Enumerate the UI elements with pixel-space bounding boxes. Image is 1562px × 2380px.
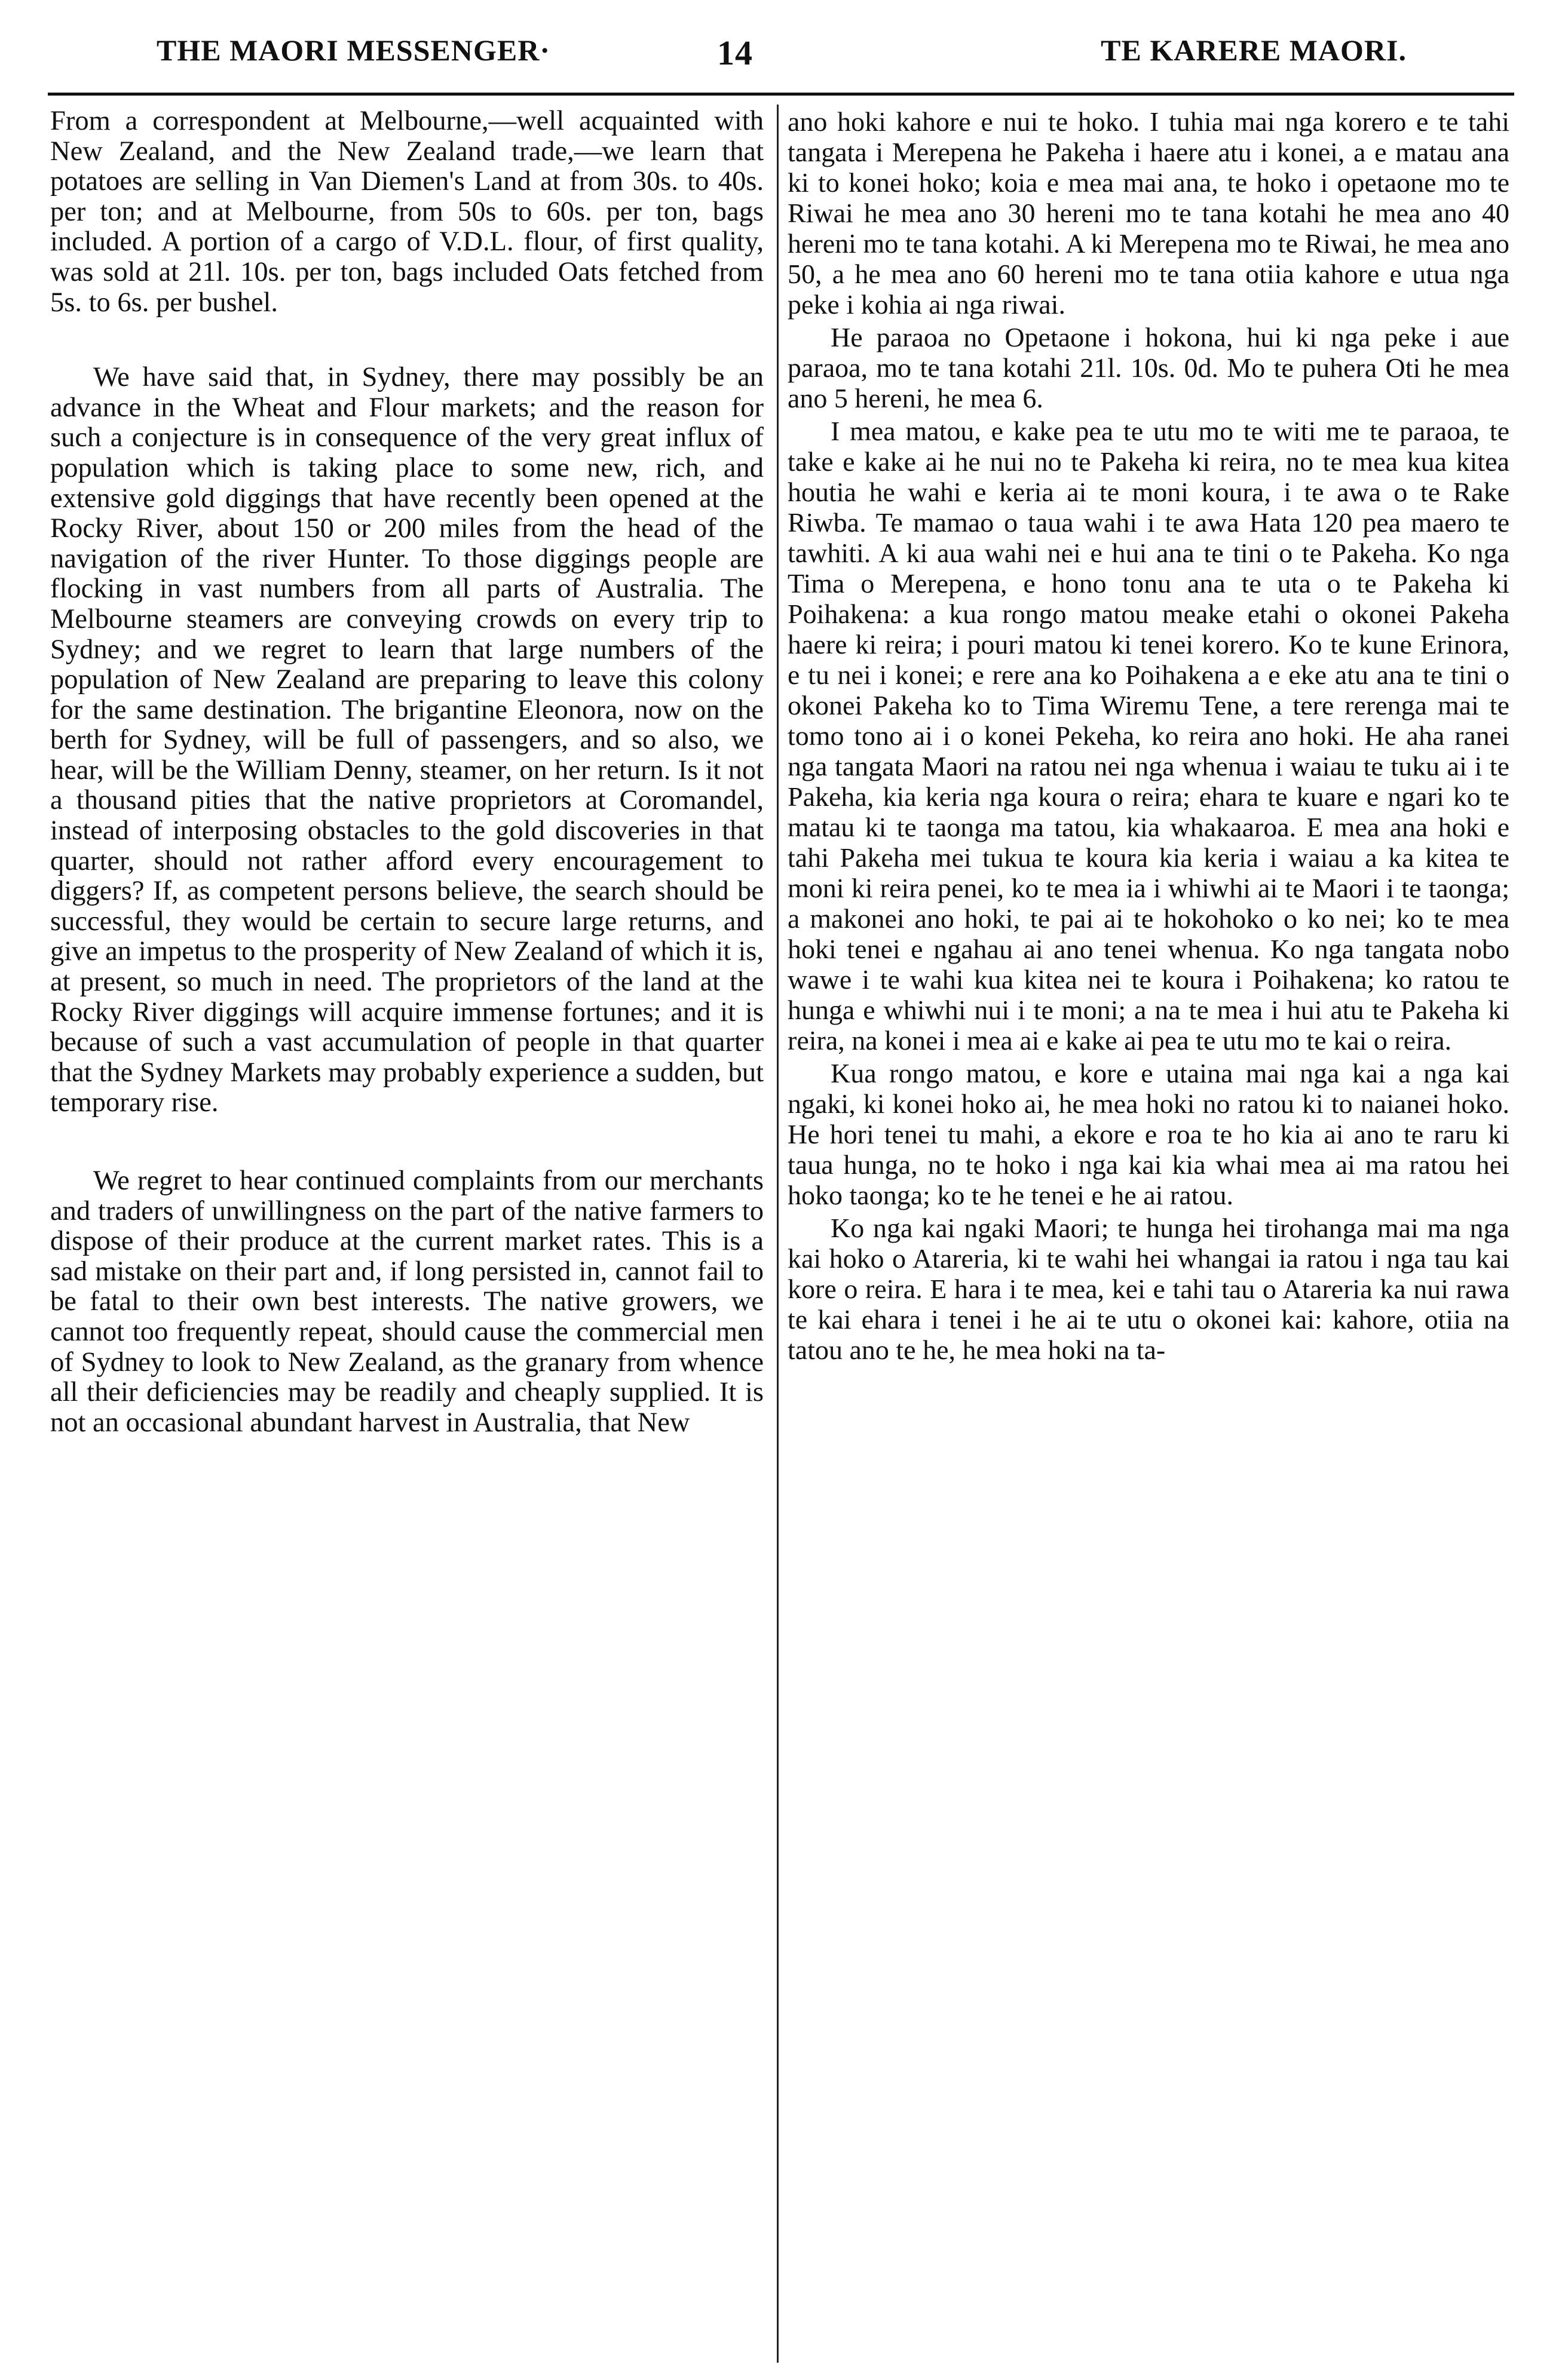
maori-paragraph-5: Ko nga kai ngaki Maori; te hunga hei tirohanga mai ma nga kai hoko o Atareria, ki te wahi hei whangai ia ratou i nga tau kai kore o reira. E hara i te mea, kei e tahi tau o Atareria ka nui rawa te kai ehara i tenei i he ai te utu o okonei kai: kahore, otiia na tatou ano te he, he mea hoki na ta- <box>788 1213 1509 1365</box>
english-paragraph-native-farmers: We regret to hear continued complaints from our merchants and traders of unwillingness on the part of the native farmers to dispose of their produce at the current market rates. This is a sad mistake on their part and, if long persisted in, cannot fail to be fatal to their own best interests. The native growers, we cannot too frequently repeat, should cause the commercial men of Sydney to look to New Zealand, as the granary from whence all their deficiencies may be readily and cheaply supplied. It is not an occasional abundant harvest in Australia, that New <box>50 1166 764 1438</box>
english-paragraph-potato-prices: From a correspondent at Melbourne,—well acquainted with New Zealand, and the New Zealand trade,—we learn that potatoes are selling in Van Diemen's Land at from 30s. to 40s. per ton; and at Melbourne, from 50s to 60s. per ton, bags included. A portion of a cargo of V.D.L. flour, of first quality, was sold at 21l. 10s. per ton, bags included Oats fetched from 5s. to 6s. per bushel. <box>50 106 764 318</box>
page-number: 14 <box>717 33 753 72</box>
header-maori-title: TE KARERE MAORI. <box>1101 33 1407 67</box>
english-paragraph-sydney-markets: We have said that, in Sydney, there may possibly be an advance in the Wheat and Flour markets; and the reason for such a conjecture is in consequence of the very great influx of population which is taking place to some new, rich, and extensive gold diggings that have recently been opened at the Rocky River, about 150 or 200 miles from the head of the navigation of the river Hunter. To those diggings people are flocking in vast numbers from all parts of Australia. The Melbourne steamers are conveying crowds on every trip to Sydney; and we regret to learn that large numbers of the population of New Zealand are preparing to leave this colony for the same destination. The brigantine Eleonora, now on the berth for Sydney, will be full of passengers, and so also, we hear, will be the William Denny, steamer, on her return. Is it not a thousand pities that the native proprietors at Coromandel, instead of interposing obstacles to the gold discoveries in that quarter, should not rather afford every encouragement to diggers? If, as competent persons believe, the search should be successful, they would be certain to secure large returns, and give an impetus to the prosperity of New Zealand of which it is, at present, so much in need. The proprietors of the land at the Rocky River diggings will acquire immense fortunes; and it is because of such a vast accumulation of people in that quarter that the Sydney Markets may probably experience a sudden, but temporary rise. <box>50 362 764 1118</box>
header-english-title: THE MAORI MESSENGER· <box>157 33 550 67</box>
maori-paragraph-1: ano hoki kahore e nui te hoko. I tuhia mai nga korero e te tahi tangata i Merepena he Pakeha i haere atu i konei, a e matau ana ki to konei hoko; koia e mea mai ana, te hoko i opetaone mo te Riwai he mea ano 30 hereni mo te tana kotahi he mea ano 40 hereni mo te tana kotahi. A ki Merepena mo te Riwai, he mea ano 50, a he mea ano 60 hereni mo te tana otiia kahore e utua nga peke i kohia ai nga riwai. <box>788 106 1509 320</box>
english-column <box>50 106 764 1438</box>
maori-column <box>788 106 1509 1365</box>
maori-paragraph-4: Kua rongo matou, e kore e utaina mai nga kai a nga kai ngaki, ki konei hoko ai, he mea hoki no ratou ki to naianei hoko. He hori tenei tu mahi, a ekore e roa te ho kia ai ano te raru ki taua hunga, no te hoko i nga kai kia whai mea ai ma ratou hei hoko taonga; ko te he tenei e he ai ratou. <box>788 1058 1509 1210</box>
column-divider <box>777 105 779 2363</box>
page-header <box>48 33 1514 93</box>
maori-paragraph-3: I mea matou, e kake pea te utu mo te witi me te paraoa, te take e kake ai he nui no te Pakeha ki reira, no te mea kua kitea houtia he wahi e keria ai te moni koura, i te awa o te Rake Riwba. Te mamao o taua wahi i te awa Hata 120 pea maero te tawhiti. A ki aua wahi nei e hui ana te tini o te Pakeha. Ko nga Tima o Merepena, e hono tonu ana te uta o te Pakeha ki Poihakena: a kua rongo matou meake etahi o okonei Pakeha haere ki reira; i pouri matou ki tenei korero. Ko te kune Erinora, e tu nei i konei; e rere ana ko Poihakena a e eke atu ana te tini o okonei Pakeha ko to Tima Wiremu Tene, a tere rerenga mai te tomo tono ai i o konei Pekeha, ko reira ano hoki. He aha ranei nga tangata Maori na ratou nei nga whenua i waiau te tuku ai i te Pakeha, kia keria nga koura o reira; ehara te kuare e ngari ko te matau ki te taonga ma tatou, kia whakaaroa. E mea ana hoki e tahi Pakeha mei tukua te koura kia keria i waiau a ka kitea te moni ki reira penei, ko te mea ia i whiwhi ai te Maori i te taonga; a makonei ano hoki, te pai ai te hokohoko o ko nei; ko te mea hoki tenei e ngahau ai ano tenei whenua. Ko nga tangata nobo wawe i te wahi kua kitea nei te koura i Poihakena; ko ratou te hunga e whiwhi nui i te moni; a na te mea i hui atu te Pakeha ki reira, na konei i mea ai e kake ai pea te utu mo te kai o reira. <box>788 416 1509 1056</box>
maori-paragraph-2: He paraoa no Opetaone i hokona, hui ki nga peke i aue paraoa, mo te tana kotahi 21l. 10s. 0d. Mo te puhera Oti he mea ano 5 hereni, he mea 6. <box>788 322 1509 413</box>
header-rule <box>48 93 1514 96</box>
